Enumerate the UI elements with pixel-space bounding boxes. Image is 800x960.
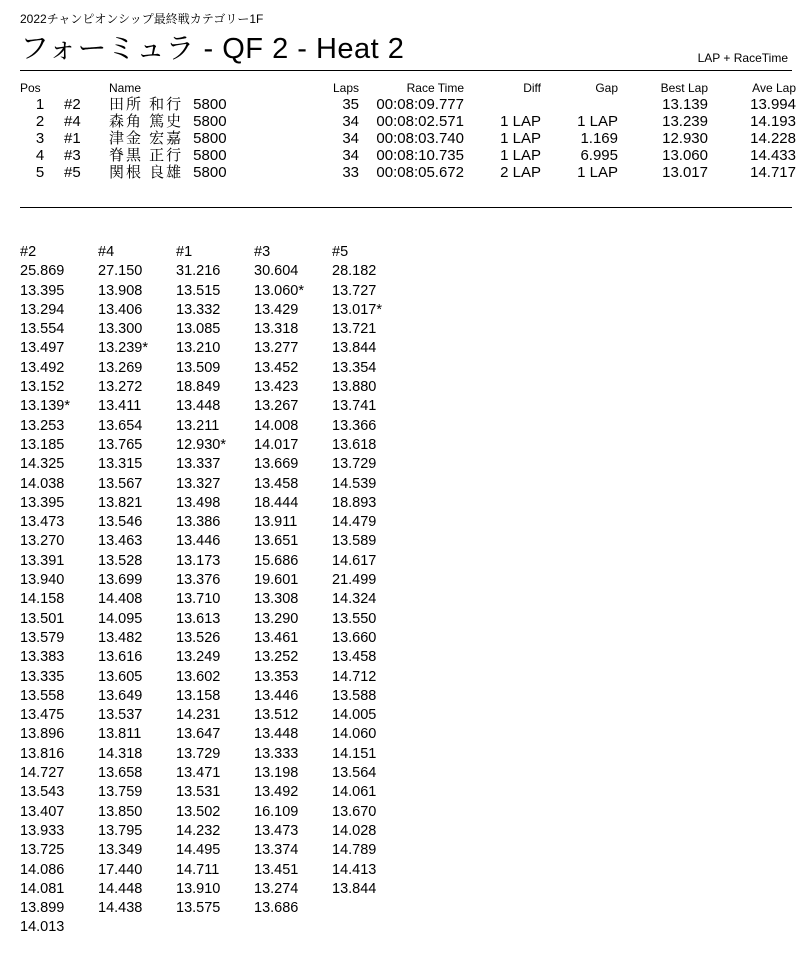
lap-time-cell: 13.699 bbox=[98, 572, 143, 589]
lap-time-cell: 13.294 bbox=[20, 301, 65, 318]
lap-time-cell: 27.150 bbox=[98, 263, 143, 280]
lap-times-row bbox=[20, 822, 410, 841]
lap-times-row bbox=[20, 397, 410, 416]
driver-name-cell bbox=[109, 113, 319, 130]
lap-time-cell: 13.274 bbox=[254, 880, 299, 897]
lap-time-cell bbox=[332, 918, 410, 937]
lap-time-cell: 25.869 bbox=[20, 263, 65, 280]
driver-name: 田所 和行 bbox=[109, 96, 184, 113]
lap-time-cell: 13.515 bbox=[176, 282, 221, 299]
lap-times-body bbox=[20, 262, 410, 937]
laps-cell: 34 bbox=[342, 113, 359, 130]
lap-time-cell: 13.354 bbox=[332, 359, 377, 376]
driver-name: 関根 良雄 bbox=[109, 164, 184, 181]
ave-lap-cell: 14.228 bbox=[750, 130, 796, 147]
lap-time-cell: 13.252 bbox=[254, 649, 299, 666]
lap-times-row bbox=[20, 764, 410, 783]
lap-time-cell: 13.618 bbox=[332, 436, 377, 453]
best-lap-cell: 12.930 bbox=[662, 130, 708, 147]
lap-times-car-header: #2 bbox=[20, 244, 37, 260]
lap-time-cell: 13.550 bbox=[332, 610, 377, 627]
lap-time-cell: 13.458 bbox=[254, 475, 299, 492]
diff-cell: 1 LAP bbox=[500, 113, 541, 130]
lap-time-cell: 13.501 bbox=[20, 610, 65, 627]
lap-time-cell: 31.216 bbox=[176, 263, 221, 280]
lap-times-row bbox=[20, 687, 410, 706]
lap-time-cell: 13.554 bbox=[20, 321, 65, 338]
lap-time-cell: 13.512 bbox=[254, 707, 299, 724]
lap-time-cell: 13.509 bbox=[176, 359, 221, 376]
lap-time-cell: 15.686 bbox=[254, 552, 299, 569]
lap-time-cell: 13.564 bbox=[332, 765, 377, 782]
lap-time-cell: 13.406 bbox=[98, 301, 143, 318]
lap-time-cell: 13.277 bbox=[254, 340, 299, 357]
ave-lap-cell: 14.433 bbox=[750, 147, 796, 164]
lap-time-cell: 13.528 bbox=[98, 552, 143, 569]
lap-times-row bbox=[20, 783, 410, 802]
lap-time-cell: 13.383 bbox=[20, 649, 65, 666]
lap-time-cell: 14.005 bbox=[332, 707, 377, 724]
lap-time-cell: 13.452 bbox=[254, 359, 299, 376]
lap-time-cell: 13.575 bbox=[176, 900, 221, 917]
lap-times-row bbox=[20, 861, 410, 880]
laps-cell: 35 bbox=[342, 96, 359, 113]
lap-time-cell: 13.899 bbox=[20, 900, 65, 917]
lap-time-cell: 18.893 bbox=[332, 494, 377, 511]
lap-time-cell bbox=[98, 918, 176, 937]
lap-time-cell: 13.933 bbox=[20, 822, 65, 839]
lap-time-cell: 13.267 bbox=[254, 398, 299, 415]
driver-name-cell bbox=[109, 96, 319, 113]
lap-time-cell: 13.526 bbox=[176, 629, 221, 646]
lap-times-header-row bbox=[20, 243, 410, 262]
lap-time-cell: 13.332 bbox=[176, 301, 221, 318]
lap-time-cell: 13.616 bbox=[98, 649, 143, 666]
lap-time-cell: 13.060* bbox=[254, 282, 304, 299]
lap-time-cell: 13.335 bbox=[20, 668, 65, 685]
lap-times-row bbox=[20, 513, 410, 532]
lap-time-cell: 13.765 bbox=[98, 436, 143, 453]
lap-time-cell: 13.567 bbox=[98, 475, 143, 492]
lap-times-row bbox=[20, 629, 410, 648]
lap-time-cell bbox=[254, 918, 332, 937]
lap-time-cell: 13.911 bbox=[254, 514, 298, 531]
best-lap-cell: 13.060 bbox=[662, 147, 708, 164]
lap-time-cell: 13.502 bbox=[176, 803, 221, 820]
lap-times-row bbox=[20, 880, 410, 899]
driver-name: 脊黒 正行 bbox=[109, 147, 184, 164]
lap-time-cell: 18.444 bbox=[254, 494, 299, 511]
lap-time-cell: 13.272 bbox=[98, 379, 143, 396]
ave-lap-cell: 14.717 bbox=[750, 164, 796, 181]
col-no-header bbox=[60, 80, 109, 96]
lap-time-cell: 13.670 bbox=[332, 803, 377, 820]
lap-time-cell: 12.930* bbox=[176, 436, 226, 453]
lap-time-cell: 13.085 bbox=[176, 321, 221, 338]
lap-time-cell: 14.151 bbox=[332, 745, 377, 762]
lap-time-cell: 13.475 bbox=[20, 707, 65, 724]
diff-cell: 1 LAP bbox=[500, 130, 541, 147]
col-ave-lap-header: Ave Lap bbox=[752, 81, 796, 95]
lap-time-cell: 13.537 bbox=[98, 707, 143, 724]
lap-time-cell: 13.543 bbox=[20, 784, 65, 801]
lap-times-row bbox=[20, 532, 410, 551]
race-time-cell: 00:08:10.735 bbox=[376, 147, 464, 164]
lap-time-cell: 14.232 bbox=[176, 822, 221, 839]
car-number-cell: #3 bbox=[64, 147, 81, 164]
diff-cell bbox=[464, 96, 541, 113]
diff-cell: 1 LAP bbox=[500, 147, 541, 164]
lap-time-cell: 13.158 bbox=[176, 687, 221, 704]
lap-time-cell: 14.231 bbox=[176, 707, 221, 724]
lap-times-row bbox=[20, 841, 410, 860]
lap-time-cell: 13.173 bbox=[176, 552, 221, 569]
lap-time-cell: 13.376 bbox=[176, 572, 221, 589]
lap-times-row bbox=[20, 455, 410, 474]
lap-time-cell: 13.017* bbox=[332, 301, 382, 318]
lap-times-row bbox=[20, 417, 410, 436]
lap-time-cell: 13.546 bbox=[98, 514, 143, 531]
lap-time-cell: 13.463 bbox=[98, 533, 143, 550]
lap-time-cell: 13.300 bbox=[98, 321, 143, 338]
lap-time-cell: 13.446 bbox=[254, 687, 299, 704]
lap-times-row bbox=[20, 899, 410, 918]
gap-cell: 6.995 bbox=[580, 147, 618, 164]
lap-time-cell: 14.028 bbox=[332, 822, 377, 839]
lap-time-cell: 13.795 bbox=[98, 822, 143, 839]
lap-time-cell: 13.461 bbox=[254, 629, 299, 646]
results-row bbox=[20, 113, 796, 130]
lap-time-cell: 13.386 bbox=[176, 514, 221, 531]
lap-time-cell: 13.211 bbox=[176, 417, 220, 434]
ave-lap-cell: 13.994 bbox=[750, 96, 796, 113]
lap-time-cell: 13.492 bbox=[254, 784, 299, 801]
driver-license: 5800 bbox=[193, 96, 227, 113]
lap-time-cell: 13.308 bbox=[254, 591, 299, 608]
lap-time-cell: 13.647 bbox=[176, 726, 221, 743]
lap-time-cell: 13.451 bbox=[254, 861, 299, 878]
lap-time-cell: 14.086 bbox=[20, 861, 65, 878]
lap-time-cell: 13.654 bbox=[98, 417, 143, 434]
lap-time-cell: 14.711 bbox=[176, 861, 220, 878]
lap-time-cell: 13.482 bbox=[98, 629, 143, 646]
lap-time-cell: 13.613 bbox=[176, 610, 221, 627]
lap-times-row bbox=[20, 706, 410, 725]
results-row bbox=[20, 96, 796, 113]
lap-time-cell: 13.448 bbox=[176, 398, 221, 415]
results-row bbox=[20, 164, 796, 181]
gap-cell bbox=[541, 96, 618, 113]
lap-time-cell: 13.198 bbox=[254, 765, 299, 782]
lap-time-cell: 14.408 bbox=[98, 591, 143, 608]
lap-times-car-header: #1 bbox=[176, 244, 193, 260]
lap-time-cell: 14.712 bbox=[332, 668, 377, 685]
lap-time-cell: 13.759 bbox=[98, 784, 143, 801]
col-best-lap-header: Best Lap bbox=[660, 81, 708, 95]
lap-time-cell: 13.844 bbox=[332, 340, 377, 357]
lap-time-cell: 13.239* bbox=[98, 340, 148, 357]
lap-times-row bbox=[20, 918, 410, 937]
lap-times-row bbox=[20, 320, 410, 339]
car-number-cell: #5 bbox=[64, 164, 81, 181]
lap-time-cell: 13.458 bbox=[332, 649, 377, 666]
lap-time-cell: 13.588 bbox=[332, 687, 377, 704]
lap-time-cell: 14.017 bbox=[254, 436, 299, 453]
results-row bbox=[20, 130, 796, 147]
car-number-cell: #4 bbox=[64, 113, 81, 130]
race-time-cell: 00:08:05.672 bbox=[376, 164, 464, 181]
lap-time-cell: 14.495 bbox=[176, 842, 221, 859]
lap-time-cell: 16.109 bbox=[254, 803, 299, 820]
lap-times-row bbox=[20, 359, 410, 378]
lap-time-cell: 13.940 bbox=[20, 572, 65, 589]
pos-cell: 1 bbox=[35, 96, 45, 113]
col-laps-header: Laps bbox=[332, 81, 359, 95]
lap-time-cell: 13.669 bbox=[254, 456, 299, 473]
lap-time-cell: 13.816 bbox=[20, 745, 65, 762]
lap-time-cell: 18.849 bbox=[176, 379, 221, 396]
driver-name: 津金 宏嘉 bbox=[109, 130, 184, 147]
lap-time-cell: 13.896 bbox=[20, 726, 65, 743]
laps-cell: 34 bbox=[342, 130, 359, 147]
lap-times-row bbox=[20, 301, 410, 320]
lap-time-cell: 14.438 bbox=[98, 900, 143, 917]
col-name-header: Name bbox=[109, 81, 142, 95]
lap-times-row bbox=[20, 339, 410, 358]
lap-time-cell: 14.095 bbox=[98, 610, 143, 627]
lap-time-cell: 14.448 bbox=[98, 880, 143, 897]
best-lap-cell: 13.139 bbox=[662, 96, 708, 113]
lap-time-cell: 13.658 bbox=[98, 765, 143, 782]
lap-time-cell: 13.686 bbox=[254, 900, 299, 917]
ave-lap-cell: 14.193 bbox=[750, 113, 796, 130]
car-number-cell: #2 bbox=[64, 96, 81, 113]
results-row bbox=[20, 147, 796, 164]
lap-time-cell: 19.601 bbox=[254, 572, 299, 589]
lap-time-cell: 13.318 bbox=[254, 321, 299, 338]
lap-time-cell: 13.729 bbox=[332, 456, 377, 473]
lap-time-cell: 13.429 bbox=[254, 301, 299, 318]
lap-time-cell: 17.440 bbox=[98, 861, 143, 878]
lap-time-cell: 21.499 bbox=[332, 572, 377, 589]
best-lap-cell: 13.239 bbox=[662, 113, 708, 130]
driver-license: 5800 bbox=[193, 113, 227, 130]
pos-cell: 3 bbox=[35, 130, 45, 147]
col-pos-header: Pos bbox=[20, 81, 41, 95]
driver-name-cell bbox=[109, 164, 319, 181]
col-gap-header: Gap bbox=[595, 81, 618, 95]
lap-time-cell: 13.423 bbox=[254, 379, 299, 396]
lap-time-cell: 13.446 bbox=[176, 533, 221, 550]
lap-time-cell: 13.473 bbox=[254, 822, 299, 839]
lap-time-cell: 13.492 bbox=[20, 359, 65, 376]
lap-time-cell: 13.249 bbox=[176, 649, 221, 666]
lap-time-cell: 13.498 bbox=[176, 494, 221, 511]
lap-times-row bbox=[20, 725, 410, 744]
driver-name-cell bbox=[109, 130, 319, 147]
lap-time-cell: 14.539 bbox=[332, 475, 377, 492]
lap-time-cell: 13.660 bbox=[332, 629, 377, 646]
lap-time-cell: 13.721 bbox=[332, 321, 377, 338]
lap-time-cell: 14.318 bbox=[98, 745, 143, 762]
lap-times-row bbox=[20, 590, 410, 609]
lap-time-cell: 13.448 bbox=[254, 726, 299, 743]
lap-time-cell: 13.649 bbox=[98, 687, 143, 704]
best-lap-cell: 13.017 bbox=[662, 164, 708, 181]
driver-license: 5800 bbox=[193, 130, 227, 147]
lap-time-cell: 13.605 bbox=[98, 668, 143, 685]
lap-time-cell: 13.741 bbox=[332, 398, 377, 415]
gap-cell: 1 LAP bbox=[577, 113, 618, 130]
lap-time-cell: 13.315 bbox=[98, 456, 143, 473]
lap-times-row bbox=[20, 436, 410, 455]
report-subtitle: 2022チャンピオンシップ最終戦カテゴリー1F bbox=[20, 12, 264, 26]
lap-time-cell: 14.617 bbox=[332, 552, 377, 569]
lap-time-cell: 13.337 bbox=[176, 456, 221, 473]
lap-time-cell: 13.333 bbox=[254, 745, 299, 762]
lap-times-row bbox=[20, 803, 410, 822]
race-time-cell: 00:08:03.740 bbox=[376, 130, 464, 147]
col-race-time-header: Race Time bbox=[406, 81, 464, 95]
lap-time-cell: 13.391 bbox=[20, 552, 65, 569]
results-table bbox=[20, 80, 796, 181]
pos-cell: 4 bbox=[35, 147, 45, 164]
report-mode: LAP + RaceTime bbox=[697, 51, 788, 65]
driver-license: 5800 bbox=[193, 164, 227, 181]
lap-time-cell: 13.729 bbox=[176, 745, 221, 762]
lap-time-cell: 13.908 bbox=[98, 282, 143, 299]
diff-cell: 2 LAP bbox=[500, 164, 541, 181]
lap-time-cell: 14.081 bbox=[20, 880, 65, 897]
lap-time-cell: 13.349 bbox=[98, 842, 143, 859]
bottom-divider bbox=[20, 207, 792, 208]
lap-time-cell: 13.253 bbox=[20, 417, 65, 434]
gap-cell: 1 LAP bbox=[577, 164, 618, 181]
lap-times-car-header: #4 bbox=[98, 244, 115, 260]
lap-time-cell: 13.850 bbox=[98, 803, 143, 820]
lap-times-row bbox=[20, 494, 410, 513]
lap-time-cell: 14.479 bbox=[332, 514, 377, 531]
lap-time-cell: 13.395 bbox=[20, 282, 65, 299]
lap-time-cell: 13.558 bbox=[20, 687, 65, 704]
lap-time-cell: 14.061 bbox=[332, 784, 377, 801]
lap-times-row bbox=[20, 668, 410, 687]
lap-time-cell: 14.013 bbox=[20, 919, 65, 936]
lap-time-cell: 13.880 bbox=[332, 379, 377, 396]
lap-time-cell: 14.008 bbox=[254, 417, 299, 434]
lap-time-cell: 13.725 bbox=[20, 842, 65, 859]
lap-time-cell: 13.844 bbox=[332, 880, 377, 897]
lap-time-cell: 13.727 bbox=[332, 282, 377, 299]
driver-name-cell bbox=[109, 147, 319, 164]
lap-time-cell: 13.407 bbox=[20, 803, 65, 820]
lap-time-cell: 13.185 bbox=[20, 436, 65, 453]
laps-cell: 34 bbox=[342, 147, 359, 164]
lap-time-cell: 13.821 bbox=[98, 494, 143, 511]
lap-time-cell: 13.811 bbox=[98, 726, 142, 743]
lap-time-cell: 13.579 bbox=[20, 629, 65, 646]
lap-time-cell: 30.604 bbox=[254, 263, 299, 280]
driver-name: 森角 篤史 bbox=[109, 113, 184, 130]
lap-times-row bbox=[20, 475, 410, 494]
lap-times-table bbox=[20, 243, 410, 938]
lap-time-cell: 14.325 bbox=[20, 456, 65, 473]
lap-time-cell: 14.789 bbox=[332, 842, 377, 859]
lap-times-car-header: #3 bbox=[254, 244, 271, 260]
lap-time-cell bbox=[176, 918, 254, 937]
lap-times-row bbox=[20, 262, 410, 281]
driver-license: 5800 bbox=[193, 147, 227, 164]
lap-time-cell: 13.710 bbox=[176, 591, 221, 608]
lap-time-cell: 13.395 bbox=[20, 494, 65, 511]
lap-times-row bbox=[20, 648, 410, 667]
gap-cell: 1.169 bbox=[580, 130, 618, 147]
top-divider bbox=[20, 70, 792, 71]
lap-times-row bbox=[20, 610, 410, 629]
lap-time-cell: 13.473 bbox=[20, 514, 65, 531]
race-time-cell: 00:08:09.777 bbox=[376, 96, 464, 113]
lap-time-cell: 13.497 bbox=[20, 340, 65, 357]
lap-time-cell: 13.269 bbox=[98, 359, 143, 376]
lap-time-cell: 13.327 bbox=[176, 475, 221, 492]
results-header-row bbox=[20, 80, 796, 96]
lap-time-cell: 13.910 bbox=[176, 880, 221, 897]
lap-time-cell: 14.158 bbox=[20, 591, 65, 608]
lap-time-cell: 14.038 bbox=[20, 475, 65, 492]
lap-time-cell: 13.374 bbox=[254, 842, 299, 859]
car-number-cell: #1 bbox=[64, 130, 81, 147]
lap-time-cell: 28.182 bbox=[332, 263, 377, 280]
lap-time-cell: 13.290 bbox=[254, 610, 299, 627]
report-title: フォーミュラ - QF 2 - Heat 2 bbox=[20, 33, 405, 65]
lap-time-cell: 13.139* bbox=[20, 398, 70, 415]
lap-time-cell: 13.531 bbox=[176, 784, 221, 801]
lap-times-row bbox=[20, 378, 410, 397]
lap-time-cell: 13.366 bbox=[332, 417, 377, 434]
lap-time-cell bbox=[332, 899, 410, 918]
lap-time-cell: 14.324 bbox=[332, 591, 377, 608]
lap-time-cell: 13.651 bbox=[254, 533, 299, 550]
lap-time-cell: 13.589 bbox=[332, 533, 377, 550]
results-body bbox=[20, 96, 796, 181]
lap-time-cell: 13.152 bbox=[20, 379, 65, 396]
lap-time-cell: 14.413 bbox=[332, 861, 377, 878]
pos-cell: 5 bbox=[35, 164, 45, 181]
lap-time-cell: 13.602 bbox=[176, 668, 221, 685]
race-time-cell: 00:08:02.571 bbox=[376, 113, 464, 130]
lap-time-cell: 14.727 bbox=[20, 765, 65, 782]
lap-times-row bbox=[20, 571, 410, 590]
lap-times-car-header: #5 bbox=[332, 244, 349, 260]
lap-time-cell: 14.060 bbox=[332, 726, 377, 743]
laps-cell: 33 bbox=[342, 164, 359, 181]
pos-cell: 2 bbox=[35, 113, 45, 130]
lap-times-row bbox=[20, 745, 410, 764]
lap-time-cell: 13.353 bbox=[254, 668, 299, 685]
lap-time-cell: 13.411 bbox=[98, 398, 142, 415]
lap-time-cell: 13.210 bbox=[176, 340, 221, 357]
col-diff-header: Diff bbox=[523, 81, 541, 95]
lap-time-cell: 13.270 bbox=[20, 533, 65, 550]
lap-times-row bbox=[20, 282, 410, 301]
lap-times-row bbox=[20, 552, 410, 571]
lap-time-cell: 13.471 bbox=[176, 765, 221, 782]
